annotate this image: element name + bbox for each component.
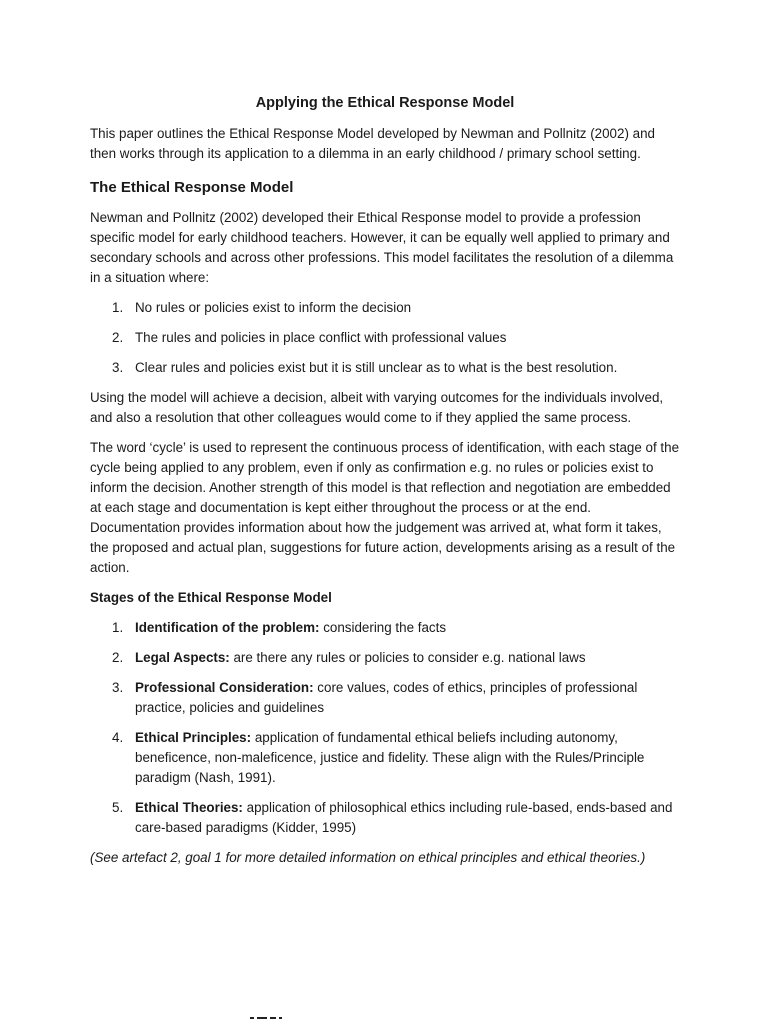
list-item — [90, 618, 680, 638]
reference-note: (See artefact 2, goal 1 for more detailed information on ethical principles and ethical theories.) — [90, 850, 646, 865]
list-number: 1. — [112, 300, 124, 315]
list-number: 3. — [112, 680, 124, 695]
list-number: 4. — [112, 730, 124, 745]
conditions-list — [90, 298, 680, 378]
stage-term: Ethical Principles: — [135, 730, 252, 745]
list-item — [90, 678, 680, 718]
list-item-text: The rules and policies in place conflict with professional values — [135, 330, 507, 345]
list-item — [90, 728, 680, 788]
stage-term: Legal Aspects: — [135, 650, 230, 665]
stage-term: Identification of the problem: — [135, 620, 320, 635]
intro-paragraph: This paper outlines the Ethical Response Model developed by Newman and Pollnitz (2002) and then works through its application to a dilemma in an early childhood / primary school setting. — [90, 126, 655, 161]
page-edge-mark — [250, 1017, 310, 1024]
stage-description: are there any rules or policies to consider e.g. national laws — [229, 650, 586, 665]
cycle-paragraph: The word ‘cycle’ is used to represent the continuous process of identification, with each stage of the cycle being applied to any problem, even if only as confirmation e.g. no rules or policies exist to inform the decision. Another strength of this model is that reflection and negotiation are embedded at each stage and documentation is kept either throughout the process or at the end. Documentation provides information about how the judgement was arrived at, what form it takes, the proposed and actual plan, suggestions for future action, developments arising as a result of the action. — [90, 440, 680, 575]
stage-description: application of philosophical ethics including rule-based, ends-based and care-based paradigms (Kidder, 1995) — [135, 800, 673, 835]
list-number: 2. — [112, 330, 124, 345]
list-item — [90, 328, 680, 348]
section-heading: The Ethical Response Model — [90, 179, 294, 196]
outcome-paragraph: Using the model will achieve a decision, albeit with varying outcomes for the individuals involved, and also a resolution that other colleagues would come to if they applied the same process. — [90, 390, 664, 425]
list-item-text: No rules or policies exist to inform the decision — [135, 300, 412, 315]
document-title: Applying the Ethical Response Model — [255, 95, 515, 111]
model-description-paragraph: Newman and Pollnitz (2002) developed their Ethical Response model to provide a profession specific model for early childhood teachers. However, it can be equally well applied to primary and secondary schools and across other professions. This model facilitates the resolution of a dilemma in a situation where: — [90, 210, 674, 285]
list-number: 2. — [112, 650, 124, 665]
list-item — [90, 798, 680, 838]
list-item — [90, 298, 680, 318]
stage-term: Professional Consideration: — [135, 680, 314, 695]
list-item — [90, 648, 680, 668]
stages-heading: Stages of the Ethical Response Model — [90, 590, 332, 605]
stage-description: application of fundamental ethical beliefs including autonomy, beneficence, non-maleficence, justice and fidelity. These align with the Rules/Principle paradigm (Nash, 1991). — [135, 730, 645, 785]
document-page — [90, 93, 680, 878]
list-number: 1. — [112, 620, 124, 635]
list-item-text: Clear rules and policies exist but it is still unclear as to what is the best resolution. — [135, 360, 618, 375]
stages-list — [90, 618, 680, 838]
list-item — [90, 358, 680, 378]
list-number: 3. — [112, 360, 124, 375]
list-number: 5. — [112, 800, 124, 815]
stage-term: Ethical Theories: — [135, 800, 243, 815]
stage-description: core values, codes of ethics, principles of professional practice, policies and guidelines — [135, 680, 638, 715]
stage-description: considering the facts — [319, 620, 447, 635]
